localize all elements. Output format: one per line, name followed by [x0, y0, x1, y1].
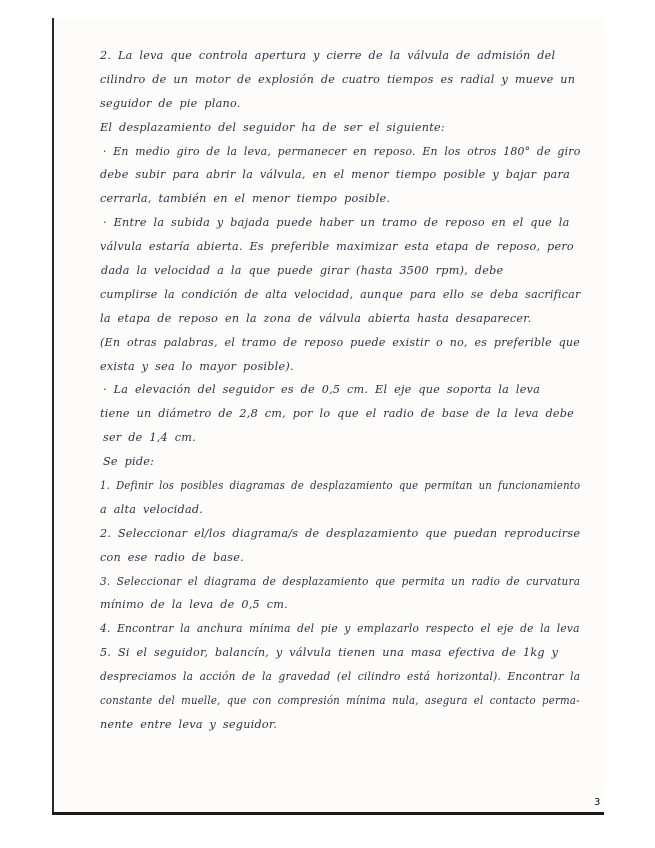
question-line: 3. Seleccionar el diagrama de desplazamiento que permita un radio de curvatura: [100, 574, 581, 588]
text-line: · Entre la subida y bajada puede haber un tramo de reposo en el que la: [103, 216, 570, 230]
section-heading: Se pide:: [103, 455, 155, 469]
text-line: debe subir para abrir la válvula, en el menor tiempo posible y bajar para: [100, 168, 570, 182]
question-line: 4. Encontrar la anchura mínima del pie y emplazarlo respecto el eje de la leva: [100, 622, 580, 636]
question-line: constante del muelle, que con compresión mínima nula, asegura el contacto perma-: [100, 694, 580, 708]
text-line: cumplirse la condición de alta velocidad, aunque para ello se deba sacrificar: [100, 287, 581, 301]
question-line: mínimo de la leva de 0,5 cm.: [100, 598, 288, 612]
text-line: seguidor de pie plano.: [100, 96, 241, 110]
question-line: 5. Si el seguidor, balancín, y válvula tienen una masa efectiva de 1kg y: [100, 646, 559, 660]
text-line: cilindro de un motor de explosión de cuatro tiempos es radial y mueve un: [100, 72, 576, 86]
page-number: 3: [594, 797, 601, 808]
text-line: cerrarla, también en el menor tiempo posible.: [100, 192, 391, 206]
text-line: tiene un diámetro de 2,8 cm, por lo que el radio de base de la leva debe: [100, 407, 575, 421]
text-line: · En medio giro de la leva, permanecer en reposo. En los otros 180° de giro: [102, 144, 581, 158]
sheet-left-edge: [52, 18, 54, 813]
question-line: 1. Definir los posibles diagramas de desplazamiento que permitan un funcionamiento: [100, 479, 581, 493]
text-line: 2. La leva que controla apertura y cierre de la válvula de admisión del: [100, 49, 556, 62]
text-line: exista y sea lo mayor posible).: [100, 359, 294, 373]
question-line: a alta velocidad.: [100, 502, 204, 516]
text-line: · La elevación del seguidor es de 0,5 cm. El eje que soporta la leva: [103, 383, 541, 397]
question-line: despreciamos la acción de la gravedad (el cilindro está horizontal). Encontrar la: [100, 670, 581, 684]
text-line: dada la velocidad a la que puede girar (hasta 3500 rpm), debe: [101, 264, 504, 278]
handwritten-text-block: [100, 44, 580, 737]
question-line: nente entre leva y seguidor.: [100, 717, 278, 731]
sheet-bottom-edge: [52, 812, 604, 815]
text-line: válvula estaría abierta. Es preferible maximizar esta etapa de reposo, pero: [100, 240, 574, 254]
text-line: la etapa de reposo en la zona de válvula abierta hasta desaparecer.: [100, 311, 532, 325]
text-line: El desplazamiento del seguidor ha de ser el siguiente:: [100, 120, 445, 134]
question-line: con ese radio de base.: [100, 550, 244, 564]
text-line: (En otras palabras, el tramo de reposo puede existir o no, es preferible que: [100, 335, 581, 349]
question-line: 2. Seleccionar el/los diagrama/s de desplazamiento que puedan reproducirse: [100, 526, 581, 540]
text-line: ser de 1,4 cm.: [103, 431, 196, 445]
